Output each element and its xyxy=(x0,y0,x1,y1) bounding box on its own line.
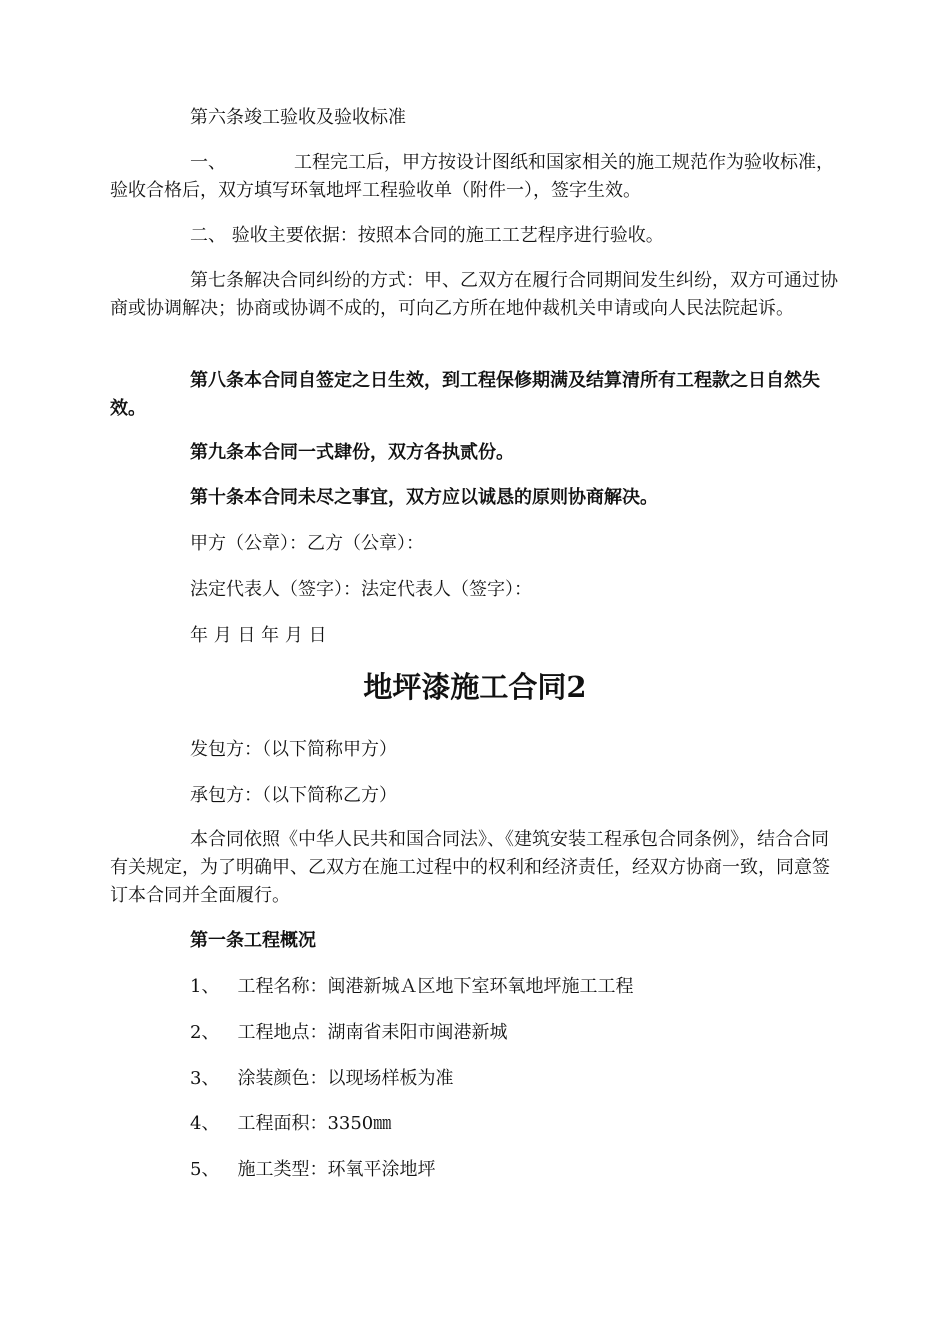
signature-date-line: 年 月 日 年 月 日 xyxy=(190,625,327,646)
article7-paragraph: 第七条解决合同纠纷的方式：甲、乙双方在履行合同期间发生纠纷，双方可通过协商或协调解决；协商或协调不成的，可向乙方所在地仲裁机关申请或向人民法院起诉。 xyxy=(110,270,838,319)
overview-item-num: 2、 xyxy=(190,1022,220,1043)
contract2-title: 地坪漆施工合同2 xyxy=(363,670,587,704)
party-b-line: 承包方：（以下简称乙方） xyxy=(190,785,397,806)
overview-item-text: 涂装颜色：以现场样板为准 xyxy=(237,1068,454,1089)
overview-item-text: 工程面积：3350㎜ xyxy=(237,1113,392,1134)
article8-paragraph: 第八条本合同自签定之日生效，到工程保修期满及结算清所有工程款之日自然失效。 xyxy=(110,370,820,419)
overview-item-text: 施工类型：环氧平涂地坪 xyxy=(237,1159,436,1180)
overview-item-num: 1、 xyxy=(190,976,220,997)
party-a-line: 发包方：（以下简称甲方） xyxy=(190,739,397,760)
article10-paragraph: 第十条本合同未尽之事宜，双方应以诚恳的原则协商解决。 xyxy=(190,487,658,508)
overview-item-num: 4、 xyxy=(190,1113,220,1134)
overview-item-num: 3、 xyxy=(190,1068,220,1089)
article6-heading: 第六条竣工验收及验收标准 xyxy=(190,107,406,128)
overview-item-2 xyxy=(110,1019,842,1047)
overview-item-4 xyxy=(110,1110,842,1138)
article6-item1-text: 工程完工后，甲方按设计图纸和国家相关的施工规范作为验收标准， 验收合格后，双方填写环氧地坪工程验收单（附件一），签字生效。 xyxy=(110,152,834,201)
contract2-intro: 本合同依照《中华人民共和国合同法》、《建筑安装工程承包合同条例》，结合合同有关规定，为了明确甲、乙双方在施工过程中的权利和经济责任，经双方协商一致，同意签订本合同并全面履行。 xyxy=(110,829,830,906)
signature-rep-line: 法定代表人（签字）：法定代表人（签字）： xyxy=(190,579,532,600)
article6-item2: 二、 验收主要依据：按照本合同的施工工艺程序进行验收。 xyxy=(190,225,664,246)
article1-heading: 第一条工程概况 xyxy=(190,930,316,951)
overview-item-3 xyxy=(110,1065,842,1093)
overview-item-5 xyxy=(110,1156,842,1184)
overview-item-1 xyxy=(110,973,842,1001)
article9-paragraph: 第九条本合同一式肆份，双方各执贰份。 xyxy=(190,442,514,463)
overview-item-num: 5、 xyxy=(190,1159,220,1180)
article6-item1 xyxy=(110,149,842,205)
signature-seal-line: 甲方（公章）：乙方（公章）： xyxy=(190,533,424,554)
article6-item1-num: 一、 xyxy=(190,152,226,173)
overview-item-text: 工程名称：闽港新城Ａ区地下室环氧地坪施工工程 xyxy=(237,976,634,997)
overview-item-text: 工程地点：湖南省耒阳市闽港新城 xyxy=(237,1022,508,1043)
